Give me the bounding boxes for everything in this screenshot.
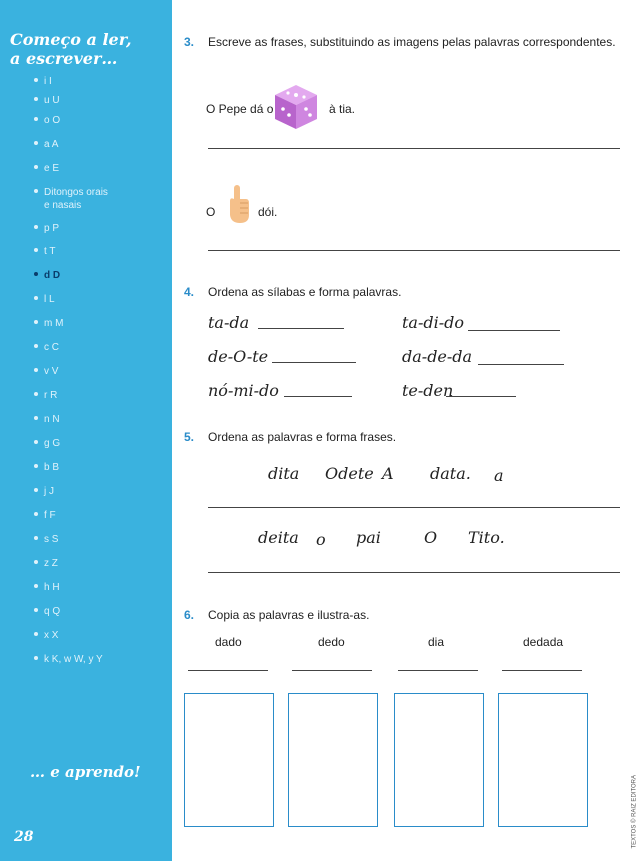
answer-line[interactable] xyxy=(502,670,582,671)
answer-line[interactable] xyxy=(284,396,352,397)
exercise-4-instruction: Ordena as sílabas e forma palavras. xyxy=(208,285,402,299)
copyright-text: TEXTOS © RAIZ EDITORA xyxy=(632,775,638,849)
sidebar-title-line2: a escrever… xyxy=(10,49,118,68)
finger-icon xyxy=(226,183,250,225)
answer-line[interactable] xyxy=(208,148,620,149)
sidebar-item: x X xyxy=(34,630,58,642)
sidebar-item: u U xyxy=(34,95,60,107)
word-card: Tito. xyxy=(468,528,505,547)
sidebar-item: z Z xyxy=(34,558,58,570)
dice-icon xyxy=(271,82,321,132)
sidebar-item: r R xyxy=(34,390,57,402)
answer-line[interactable] xyxy=(272,362,356,363)
sidebar-item: v V xyxy=(34,366,58,378)
answer-line[interactable] xyxy=(398,670,478,671)
sidebar-item: m M xyxy=(34,318,63,330)
word-card: data. xyxy=(430,464,471,483)
word-card: pai xyxy=(356,528,381,547)
answer-line[interactable] xyxy=(208,572,620,573)
sidebar-item: p P xyxy=(34,223,59,235)
answer-line[interactable] xyxy=(478,364,564,365)
syllables-item: nó-mi-do xyxy=(208,381,279,400)
sidebar-item: n N xyxy=(34,414,60,426)
page-number: 28 xyxy=(14,829,34,845)
syllables-item: da-de-da xyxy=(402,347,473,366)
drawing-box[interactable] xyxy=(394,693,484,827)
copy-word: dia xyxy=(428,635,445,649)
sidebar-footer: … e aprendo! xyxy=(30,763,141,781)
copy-word: dedo xyxy=(318,635,345,649)
sidebar-item: s S xyxy=(34,534,58,546)
syllables-item: de-O-te xyxy=(208,347,269,366)
sidebar-item: j J xyxy=(34,486,54,498)
sidebar-item: Ditongos orais xyxy=(34,187,108,199)
sidebar-item: q Q xyxy=(34,606,60,618)
answer-line[interactable] xyxy=(208,250,620,251)
sidebar-title-line1: Começo a ler, xyxy=(10,30,132,49)
exercise-area xyxy=(172,0,638,861)
exercise-6-number: 6. xyxy=(184,608,195,622)
syllables-item: te-den xyxy=(402,381,454,400)
word-card: dita xyxy=(268,464,300,483)
syllables-item: ta-di-do xyxy=(402,313,465,332)
sidebar-item: f F xyxy=(34,510,56,522)
sentence-1-before: O Pepe dá o xyxy=(206,102,274,116)
exercise-3-instruction: Escreve as frases, substituindo as imagens pelas palavras correspondentes. xyxy=(208,35,616,49)
sentence-2-after: dói. xyxy=(258,205,278,219)
syllables-item: ta-da xyxy=(208,313,250,332)
sentence-1-after: à tia. xyxy=(329,102,356,116)
drawing-box[interactable] xyxy=(288,693,378,827)
word-card: deita xyxy=(258,528,299,547)
answer-line[interactable] xyxy=(208,507,620,508)
sidebar-index xyxy=(0,0,172,861)
copy-word: dado xyxy=(215,635,242,649)
sidebar-item: g G xyxy=(34,438,60,450)
word-card: A xyxy=(382,464,394,483)
exercise-3-number: 3. xyxy=(184,35,195,49)
word-card: o xyxy=(316,530,326,549)
answer-line[interactable] xyxy=(292,670,372,671)
sidebar-item-active: d D xyxy=(34,270,60,282)
exercise-5-number: 5. xyxy=(184,430,195,444)
sidebar-item: k K, w W, y Y xyxy=(34,654,103,666)
exercise-6-instruction: Copia as palavras e ilustra-as. xyxy=(208,608,370,622)
sidebar-item-continued: e nasais xyxy=(44,200,82,211)
sidebar-item: l L xyxy=(34,294,55,306)
answer-line[interactable] xyxy=(446,396,516,397)
word-card: a xyxy=(494,466,504,485)
word-card: O xyxy=(424,528,438,547)
exercise-5-instruction: Ordena as palavras e forma frases. xyxy=(208,430,397,444)
sidebar-item: t T xyxy=(34,246,55,258)
exercise-4-number: 4. xyxy=(184,285,195,299)
sidebar-item: b B xyxy=(34,462,59,474)
sidebar-title xyxy=(10,30,170,68)
sidebar-item: i I xyxy=(34,76,52,88)
answer-line[interactable] xyxy=(468,330,560,331)
sidebar-item: a A xyxy=(34,139,58,151)
sentence-2-before: O xyxy=(206,205,216,219)
sidebar-item: o O xyxy=(34,115,60,127)
word-card: Odete xyxy=(325,464,374,483)
sidebar-item: c C xyxy=(34,342,59,354)
drawing-box[interactable] xyxy=(498,693,588,827)
sidebar-item: e E xyxy=(34,163,59,175)
copy-word: dedada xyxy=(523,635,564,649)
sidebar-item: h H xyxy=(34,582,60,594)
answer-line[interactable] xyxy=(188,670,268,671)
drawing-box[interactable] xyxy=(184,693,274,827)
answer-line[interactable] xyxy=(258,328,344,329)
